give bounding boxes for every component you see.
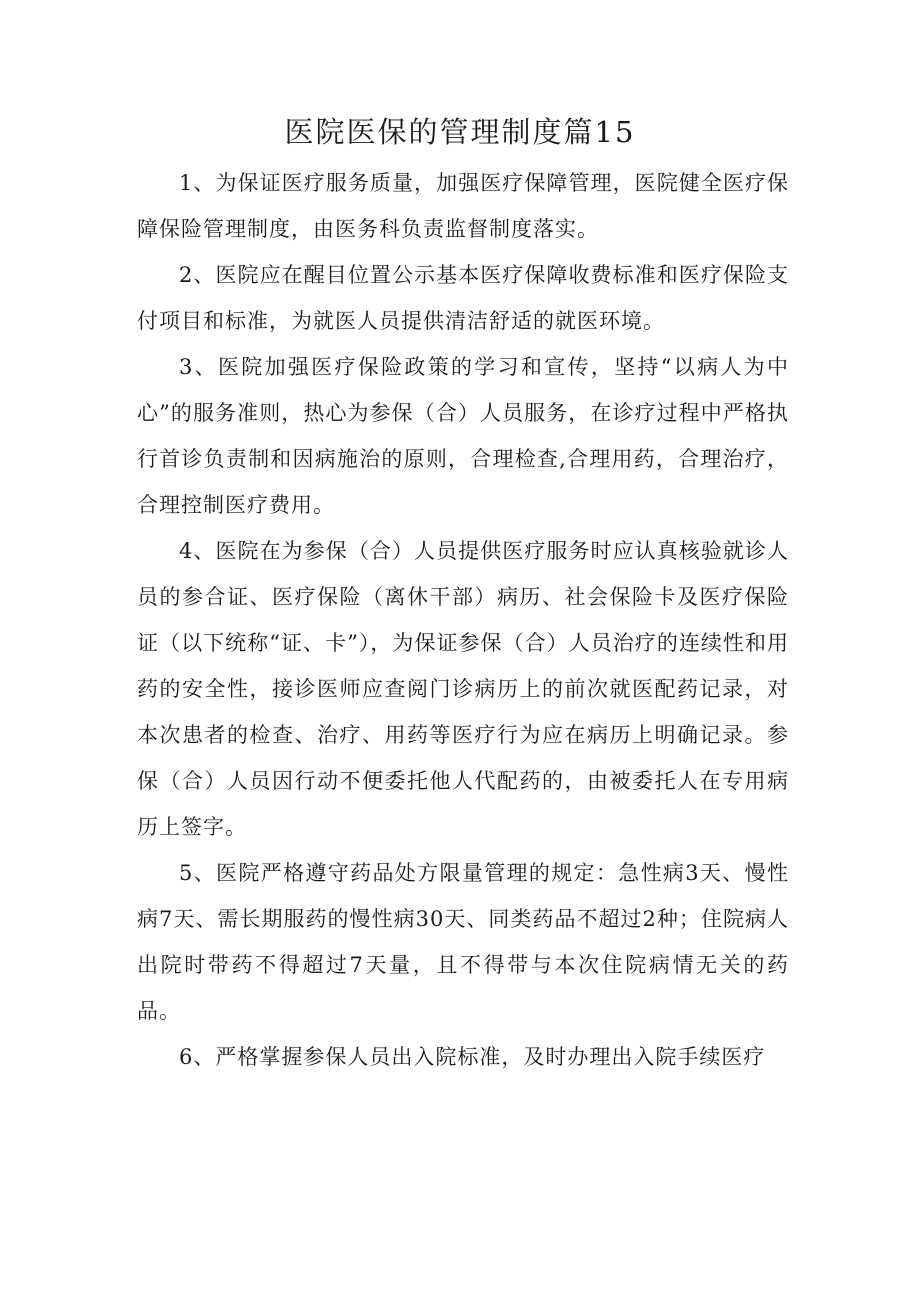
document-body (137, 160, 789, 1080)
paragraph-4: 4、医院在为参保（合）人员提供医疗服务时应认真核验就诊人员的参合证、医疗保险（离休干部）病历、社会保险卡及医疗保险证（以下统称“证、卡”），为保证参保（合）人员治疗的连续性和用药的安全性，接诊医师应查阅门诊病历上的前次就医配药记录，对本次患者的检查、治疗、用药等医疗行为应在病历上明确记录。参保（合）人员因行动不便委托他人代配药的，由被委托人在专用病历上签字。 (137, 539, 789, 839)
document-title: 医院医保的管理制度篇15 (284, 115, 636, 149)
paragraph-2: 2、医院应在醒目位置公示基本医疗保障收费标准和医疗保险支付项目和标准，为就医人员提供清洁舒适的就医环境。 (137, 263, 789, 333)
paragraph-5: 5、医院严格遵守药品处方限量管理的规定：急性病3天、慢性病7天、需长期服药的慢性病30天、同类药品不超过2种；住院病人出院时带药不得超过7天量，且不得带与本次住院病情无关的药品。 (137, 861, 789, 1023)
paragraph-3: 3、医院加强医疗保险政策的学习和宣传，坚持“以病人为中心”的服务准则，热心为参保（合）人员服务，在诊疗过程中严格执行首诊负责制和因病施治的原则，合理检查,合理用药，合理治疗，合理控制医疗费用。 (137, 355, 789, 517)
paragraph-1: 1、为保证医疗服务质量，加强医疗保障管理，医院健全医疗保障保险管理制度，由医务科负责监督制度落实。 (137, 171, 789, 241)
paragraph-6: 6、严格掌握参保人员出入院标准，及时办理出入院手续医疗 (179, 1045, 766, 1069)
